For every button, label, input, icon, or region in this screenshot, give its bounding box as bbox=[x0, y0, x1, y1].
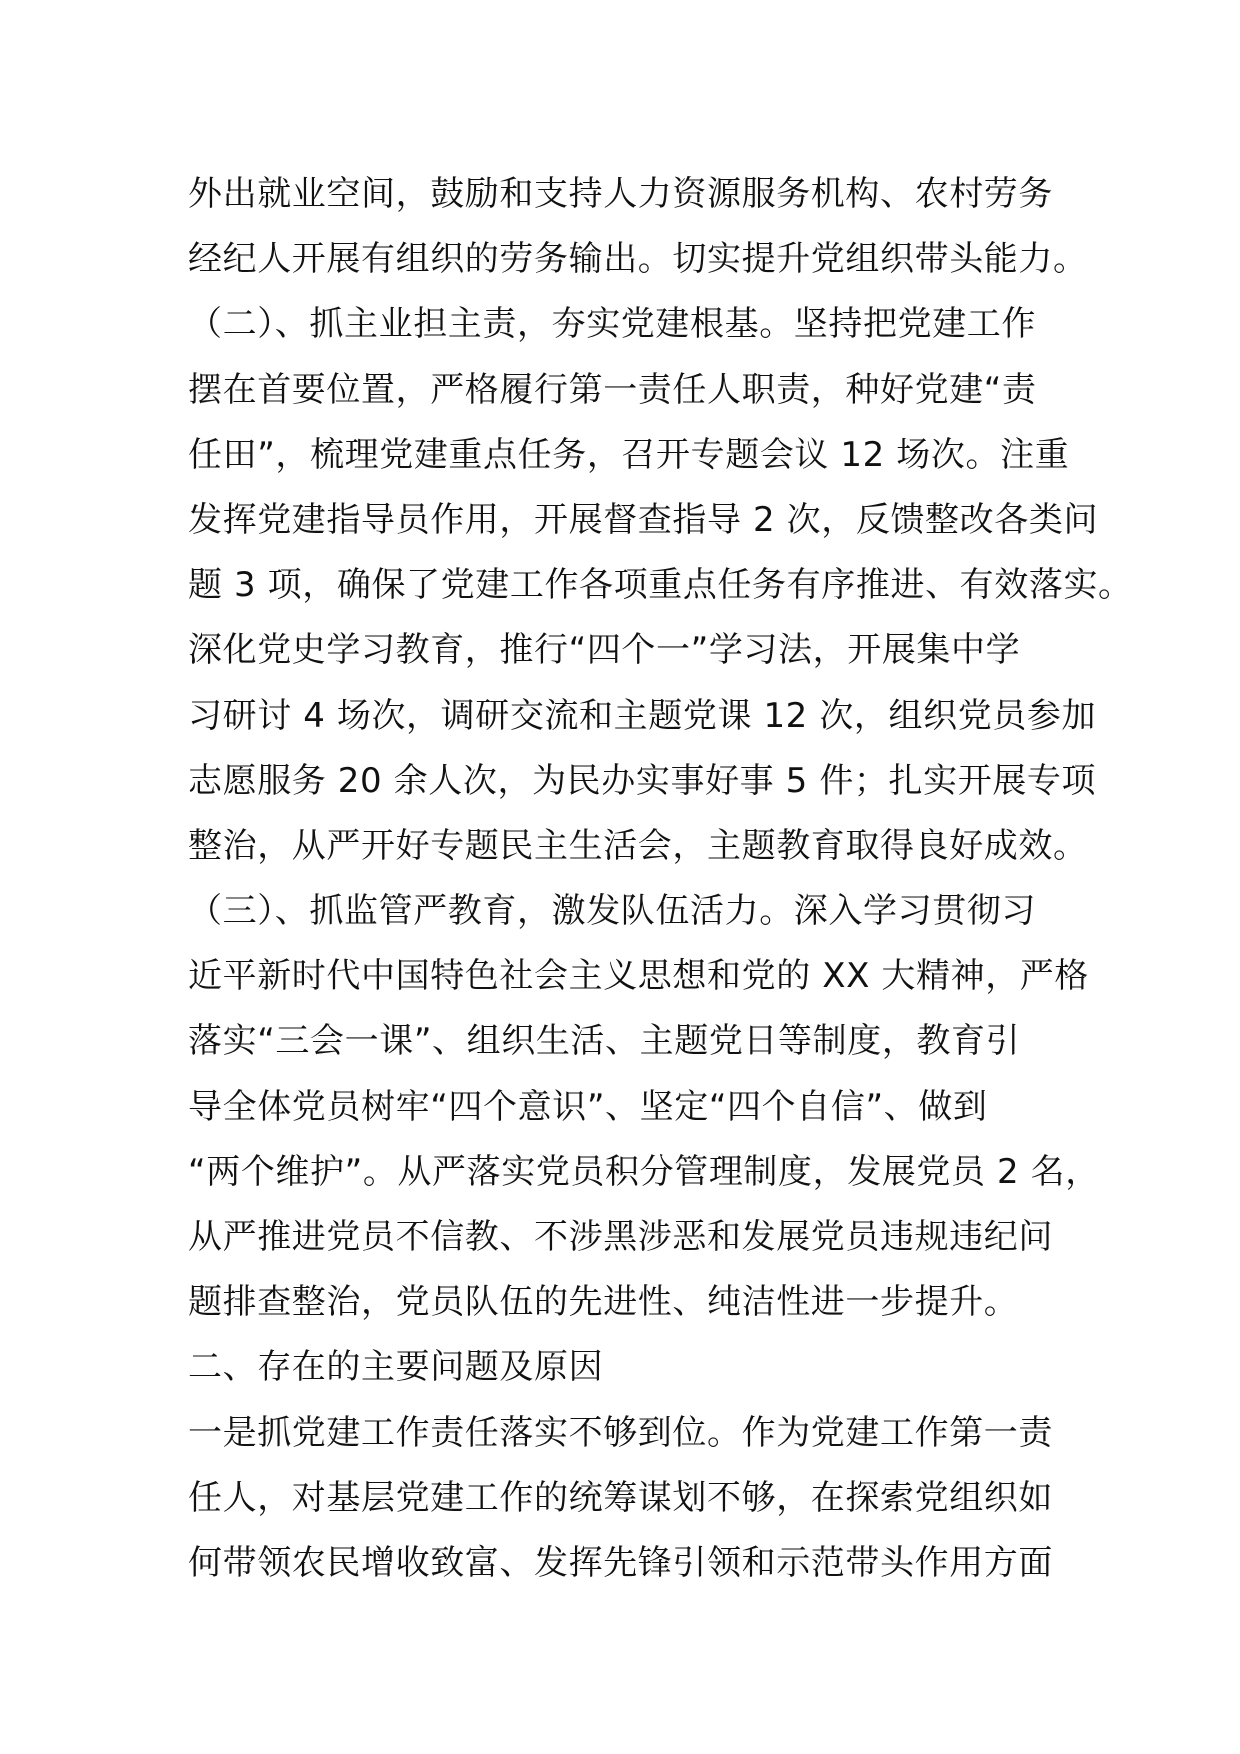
text-line: 导全体党员树牢“四个意识”、坚定“四个自信”、做到 bbox=[188, 1086, 988, 1127]
text-line: 摆在首要位置，严格履行第一责任人职责，种好党建“责 bbox=[188, 369, 1037, 410]
text-line: 题排查整治，党员队伍的先进性、纯洁性进一步提升。 bbox=[188, 1282, 1019, 1323]
text-line: 一是抓党建工作责任落实不够到位。作为党建工作第一责 bbox=[188, 1412, 1053, 1453]
text-line: 外出就业空间，鼓励和支持人力资源服务机构、农村劳务 bbox=[188, 174, 1053, 214]
body-text bbox=[188, 162, 1133, 1596]
text-line: 任田”，梳理党建重点任务，召开专题会议 12 场次。注重 bbox=[188, 434, 1070, 475]
text-line: 题 3 项，确保了党建工作各项重点任务有序推进、有效落实。 bbox=[188, 565, 1133, 606]
text-line: 从严推进党员不信教、不涉黑涉恶和发展党员违规违纪问 bbox=[188, 1217, 1053, 1257]
section-heading: 二、存在的主要问题及原因 bbox=[188, 1347, 604, 1388]
section-heading-line: （二）、抓主业担主责，夯实党建根基。坚持把党建工作 bbox=[188, 304, 1036, 345]
text-line: 何带领农民增收致富、发挥先锋引领和示范带头作用方面 bbox=[188, 1542, 1053, 1583]
section-heading-line: （三）、抓监管严教育，激发队伍活力。深入学习贯彻习 bbox=[188, 891, 1036, 932]
text-line: 经纪人开展有组织的劳务输出。切实提升党组织带头能力。 bbox=[188, 239, 1088, 280]
text-line: 近平新时代中国特色社会主义思想和党的 XX 大精神，严格 bbox=[188, 956, 1089, 997]
text-line: 深化党史学习教育，推行“四个一”学习法，开展集中学 bbox=[188, 630, 1021, 671]
text-line: 任人，对基层党建工作的统筹谋划不够，在探索党组织如 bbox=[188, 1477, 1053, 1518]
text-line: 习研讨 4 场次，调研交流和主题党课 12 次，组织党员参加 bbox=[188, 695, 1097, 736]
text-line: 发挥党建指导员作用，开展督查指导 2 次，反馈整改各类问 bbox=[188, 499, 1099, 540]
text-line: 落实“三会一课”、组织生活、主题党日等制度，教育引 bbox=[188, 1021, 1021, 1062]
text-line: 整治，从严开好专题民主生活会，主题教育取得良好成效。 bbox=[188, 825, 1088, 866]
text-line: “两个维护”。从严落实党员积分管理制度，发展党员 2 名， bbox=[188, 1151, 1100, 1192]
text-line: 志愿服务 20 余人次，为民办实事好事 5 件；扎实开展专项 bbox=[188, 760, 1097, 801]
